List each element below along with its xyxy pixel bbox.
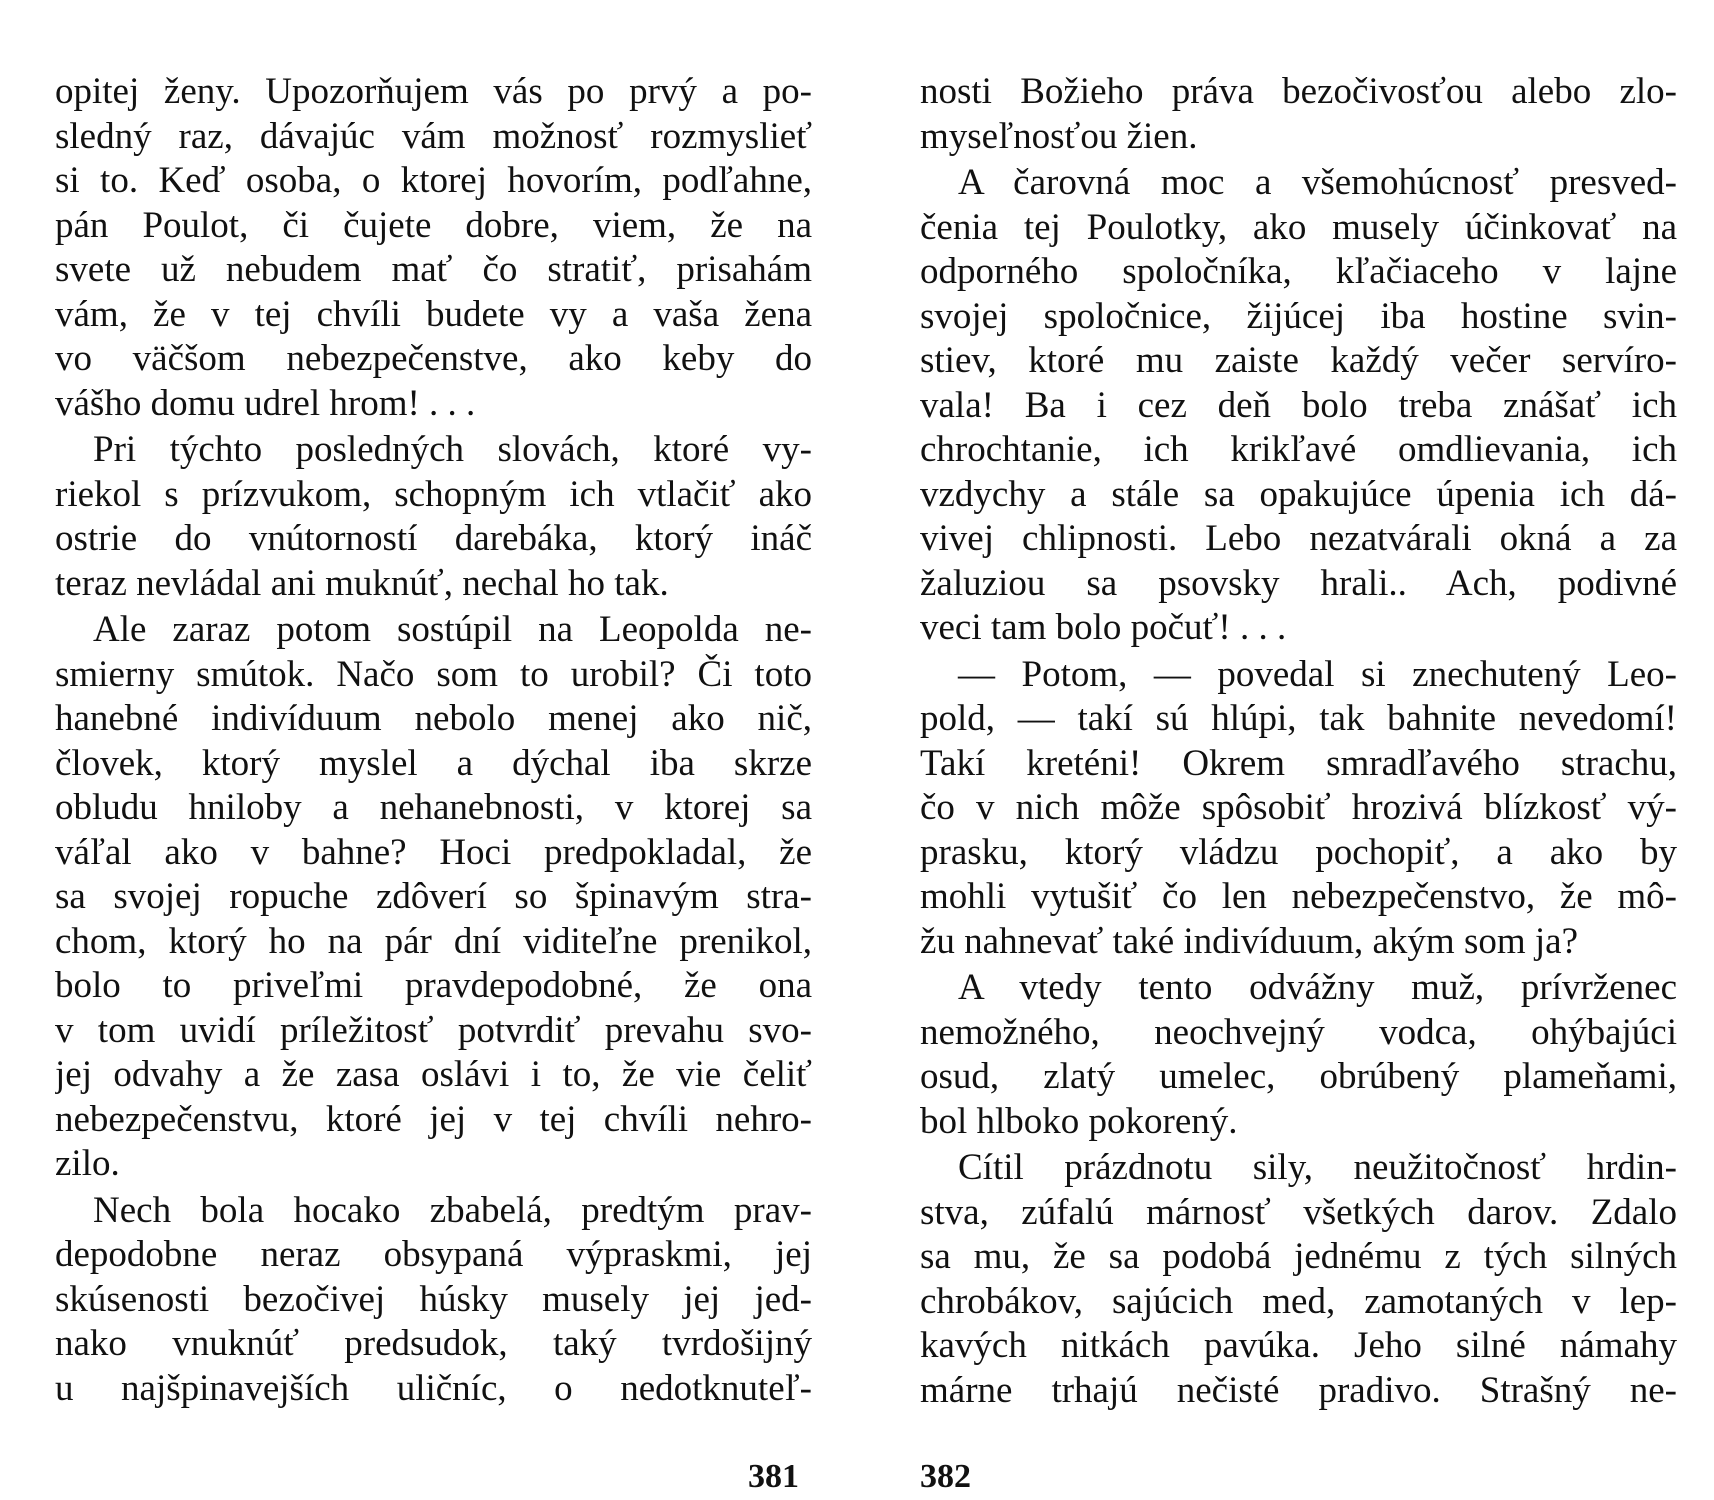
text-line: stva, zúfalú márnosť všetkých darov. Zdalo — [920, 1191, 1677, 1233]
paragraph — [55, 608, 812, 1187]
paragraph — [920, 653, 1677, 965]
text-line: prasku, ktorý vládzu pochopiť, a ako by — [920, 831, 1677, 873]
text-line: myseľnosťou žien. — [920, 115, 1198, 157]
text-line: človek, ktorý myslel a dýchal iba skrze — [55, 742, 812, 784]
text-line: skúsenosti bezočivej húsky musely jej jed- — [55, 1278, 812, 1320]
text-line: sa mu, že sa podobá jednému z tých silných — [920, 1236, 1677, 1277]
page-number-left: 381 — [748, 1458, 799, 1495]
page-number-right: 382 — [920, 1458, 971, 1495]
text-line: — Potom, — povedal si znechutený Leo- — [958, 653, 1677, 695]
text-line: u najšpinavejších uličníc, o nedotknuteľ- — [55, 1367, 812, 1409]
text-line: hanebné indivíduum nebolo menej ako nič, — [55, 698, 812, 739]
text-line: nemožného, neochvejný vodca, ohýbajúci — [920, 1011, 1677, 1053]
text-line: A čarovná moc a všemohúcnosť presved- — [958, 162, 1677, 203]
text-line: nako vnuknúť predsudok, taký tvrdošijný — [55, 1323, 812, 1364]
paragraph — [55, 70, 812, 426]
paragraph — [920, 1146, 1677, 1413]
left-page — [55, 70, 812, 1409]
text-line: čo v nich môže spôsobiť hrozivá blízkosť vý- — [920, 787, 1677, 828]
paragraph — [920, 966, 1677, 1144]
paragraph — [920, 70, 1677, 159]
text-line: veci tam bolo počuť! . . . — [920, 607, 1287, 648]
text-line: nebezpečenstvu, ktoré jej v tej chvíli nehro- — [55, 1098, 812, 1140]
text-line: chom, ktorý ho na pár dní viditeľne prenikol, — [55, 920, 812, 962]
text-line: riekol s prízvukom, schopným ich vtlačiť ako — [55, 473, 812, 515]
text-line: zilo. — [55, 1143, 120, 1184]
paragraph — [55, 428, 812, 606]
text-line: teraz nevládal ani muknúť, nechal ho tak. — [55, 562, 669, 604]
text-line: A vtedy tento odvážny muž, prívrženec — [958, 967, 1677, 1008]
text-line: pold, — takí sú hlúpi, tak bahnite nevedomí! — [920, 698, 1677, 739]
text-line: kavých nitkách pavúka. Jeho silné námahy — [920, 1325, 1677, 1366]
text-line: pán Poulot, či čujete dobre, viem, že na — [55, 204, 812, 246]
text-line: Ale zaraz potom sostúpil na Leopolda ne- — [93, 609, 812, 650]
text-line: ostrie do vnútorností darebáka, ktorý ináč — [55, 518, 812, 559]
text-line: obludu hniloby a nehanebnosti, v ktorej sa — [55, 787, 812, 828]
text-line: stiev, ktoré mu zaiste každý večer servíro- — [920, 340, 1677, 381]
text-line: žaluziou sa psovsky hrali.. Ach, podivné — [920, 562, 1677, 604]
text-line: opitej ženy. Upozorňujem vás po prvý a po- — [55, 71, 812, 112]
text-line: vášho domu udrel hrom! . . . — [55, 382, 476, 424]
text-line: svete už nebudem mať čo stratiť, prisahám — [55, 249, 812, 290]
text-line: Nech bola hocako zbabelá, predtým prav- — [93, 1189, 812, 1231]
text-line: Takí kreténi! Okrem smradľavého strachu, — [920, 742, 1677, 784]
text-line: vivej chlipnosti. Lebo nezatvárali okná a za — [920, 518, 1677, 559]
text-line: čenia tej Poulotky, ako musely účinkovať na — [920, 206, 1677, 248]
text-line: vo väčšom nebezpečenstve, ako keby do — [55, 338, 812, 379]
text-line: vzdychy a stále sa opakujúce úpenia ich dá- — [920, 473, 1677, 515]
text-line: márne trhajú nečisté pradivo. Strašný ne- — [920, 1369, 1677, 1411]
text-line: jej odvahy a že zasa oslávi i to, že vie čeliť — [55, 1054, 812, 1095]
text-line: Cítil prázdnotu sily, neužitočnosť hrdin- — [958, 1147, 1677, 1188]
right-page — [920, 70, 1677, 1411]
text-line: sledný raz, dávajúc vám možnosť rozmyslieť — [55, 115, 812, 157]
text-line: svojej spoločnice, žijúcej iba hostine svin- — [920, 295, 1677, 337]
text-line: váľal ako v bahne? Hoci predpokladal, že — [55, 831, 812, 873]
text-line: Pri týchto posledných slovách, ktoré vy- — [93, 429, 812, 470]
text-line: chrochtanie, ich krikľavé omdlievania, ich — [920, 429, 1677, 470]
text-line: bolo to priveľmi pravdepodobné, že ona — [55, 965, 812, 1006]
text-line: vám, že v tej chvíli budete vy a vaša žena — [55, 293, 812, 335]
text-line: bol hlboko pokorený. — [920, 1100, 1238, 1142]
text-line: odporného spoločníka, kľačiaceho v lajne — [920, 251, 1677, 292]
paragraph — [920, 161, 1677, 651]
text-line: v tom uvidí príležitosť potvrdiť prevahu svo- — [55, 1009, 812, 1051]
text-line: nosti Božieho práva bezočivosťou alebo zlo- — [920, 71, 1677, 112]
paragraph — [55, 1189, 812, 1412]
text-line: vala! Ba i cez deň bolo treba znášať ich — [920, 384, 1677, 426]
text-line: si to. Keď osoba, o ktorej hovorím, podľahne, — [55, 160, 812, 201]
text-line: chrobákov, sajúcich med, zamotaných v lep- — [920, 1280, 1677, 1322]
text-line: depodobne neraz obsypaná výpraskmi, jej — [55, 1234, 812, 1275]
text-line: osud, zlatý umelec, obrúbený plameňami, — [920, 1056, 1677, 1097]
text-line: žu nahnevať také indivíduum, akým som ja? — [920, 920, 1578, 962]
text-line: smierny smútok. Načo som to urobil? Či toto — [55, 653, 812, 695]
text-line: sa svojej ropuche zdôverí so špinavým stra- — [55, 876, 812, 917]
text-line: mohli vytušiť čo len nebezpečenstvo, že mô- — [920, 876, 1677, 917]
